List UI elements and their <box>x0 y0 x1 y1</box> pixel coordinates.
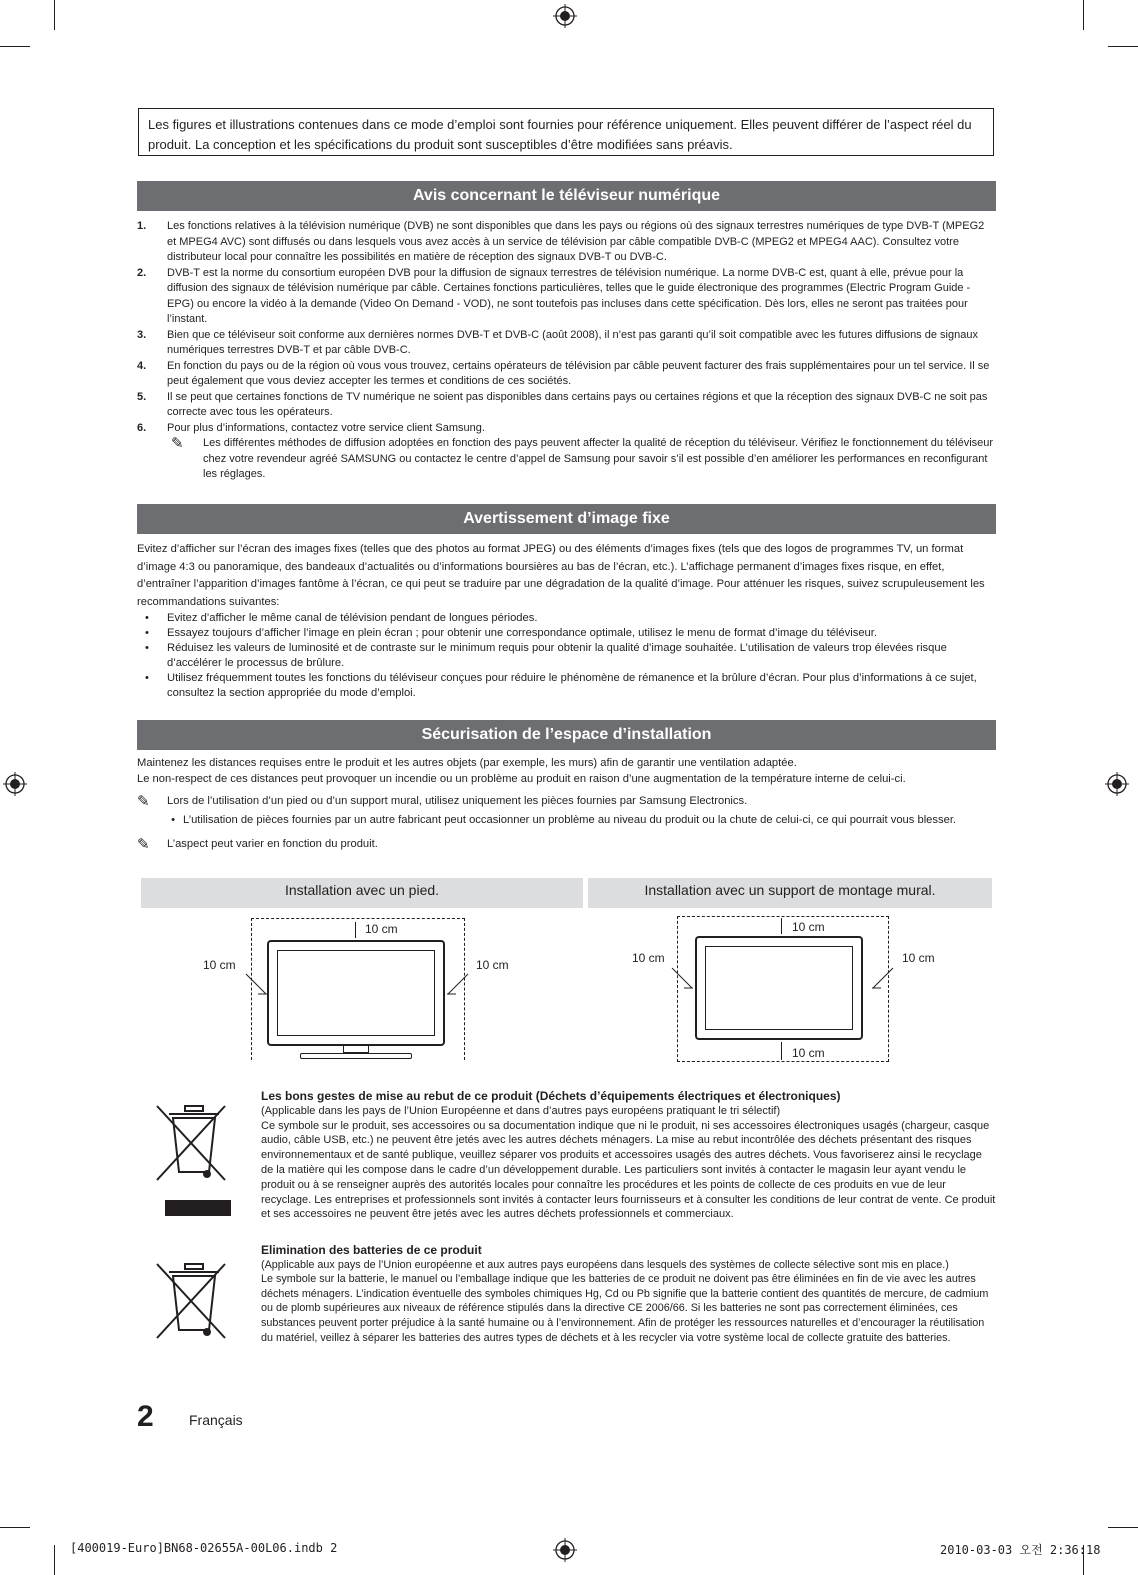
list-item: • Utilisez fréquemment toutes les fonctions du téléviseur conçues pour réduire le phénomène de rémanence et la brûlure d’écran. Pour plus d’informations à ce sujet, consultez la section appropriée du mode d’emploi. <box>145 672 977 700</box>
list-item: 6. Pour plus d’informations, contactez votre service client Samsung. <box>137 421 485 434</box>
section-title-digital-tv: Avis concernant le téléviseur numérique <box>137 181 996 211</box>
list-item: • Essayez toujours d’afficher l’image en plein écran ; pour obtenir une correspondance optimale, utilisez le menu de format d’image du téléviseur. <box>145 627 877 640</box>
dimension-arrow <box>440 972 470 998</box>
dimension-label-right: 10 cm <box>902 951 935 965</box>
installation-note-bullet: L’utilisation de pièces fournies par un autre fabricant peut occasionner un problème au niveau du produit ou la chute de celui-ci, ce qui pourrait vous blesser. <box>183 814 957 826</box>
disclaimer-box: Les figures et illustrations contenues dans ce mode d’emploi sont fournies pour référence uniquement. Elles peuvent différer de l’aspect réel du produit. La conception et les spécifications du produit sont susceptibles d’être modifiées sans préavis. <box>138 108 994 156</box>
stand-installation-title: Installation avec un pied. <box>141 878 583 908</box>
weee-title: Les bons gestes de mise au rebut de ce produit (Déchets d’équipements électriques et électroniques) <box>261 1089 841 1103</box>
battery-subtitle: (Applicable aux pays de l’Union européenne et aux autres pays européens dans lesquels des systèmes de collecte sélective sont mis en place.) <box>261 1258 949 1271</box>
still-image-section <box>137 541 995 701</box>
list-item: • Evitez d’afficher le même canal de télévision pendant de longues périodes. <box>145 612 538 625</box>
crop-mark <box>1108 1527 1138 1528</box>
page-language: Français <box>189 1412 243 1428</box>
dimension-label-bottom: 10 cm <box>792 1046 825 1060</box>
crossed-out-wheeled-bin-icon <box>155 1100 235 1218</box>
battery-title: Elimination des batteries de ce produit <box>261 1243 482 1257</box>
crop-mark <box>1083 0 1084 30</box>
dimension-arrow <box>670 966 700 992</box>
dimension-label-top: 10 cm <box>365 922 398 936</box>
installation-intro <box>137 756 995 787</box>
installation-note-1: Lors de l’utilisation d’un pied ou d’un support mural, utilisez uniquement les pièces fournies par Samsung Electronics. <box>167 795 748 807</box>
weee-body: Ce symbole sur le produit, ses accessoires ou sa documentation indique que ni le produit, ni ses accessoires électroniques usagés (chargeur, casque audio, câble USB, etc.) ne peuvent être jetés avec les autres déchets ménagers. La mise au rebut incontrôlée des déchets présentant des risques environnementaux et de santé publique, veuillez séparer vos produits et accessoires usagés des autres déchets. Vous favoriserez ainsi le recyclage de la matière qui les compose dans le cadre d’un développement durable. Les particuliers sont invités à contacter le magasin leur ayant vendu le produit ou à se renseigner auprès des autorités locales pour connaître les procédures et les points de collecte de ces produits en vue de leur recyclage. Les entreprises et professionnels sont invités à contacter leurs fournisseurs et à consulter les conditions de leur contrat de vente. Ce produit et ses accessoires ne peuvent être jetés avec les autres déchets professionnels et commerciaux. <box>261 1119 996 1221</box>
registration-mark-icon <box>3 772 27 796</box>
installation-notes: ✎ Lors de l’utilisation d’un pied ou d’un support mural, utilisez uniquement les pièces fournies par Samsung Electronics. • L’utilisation de pièces fournies par un autre fabricant peut occasionner un problème au niveau du produit ou la chute de celui-ci, ce qui pourrait vous blesser. ✎ L’aspect peut varier en fonction du produit. <box>137 793 957 853</box>
note: ✎ Les différentes méthodes de diffusion adoptées en fonction des pays peuvent affecter la qualité de réception du téléviseur. Vérifiez le fonctionnement du téléviseur chez votre revendeur agréé SAMSUNG ou contactez le centre d’appel de Samsung pour savoir s’il est possible d’en améliorer les performances en reconfigurant les réglages. <box>137 436 995 483</box>
crossed-out-wheeled-bin-icon <box>155 1260 235 1342</box>
list-item: 1. Les fonctions relatives à la télévision numérique (DVB) ne sont disponibles que dans les pays ou régions où des signaux terrestres numériques de type DVB-T (MPEG2 et MPEG4 AVC) sont diffusés ou dans lesquels vous avez accès à un service de télévision par câble compatible DVB-C (MPEG2 et MPEG4 AAC). Consultez votre distributeur local pour connaître les possibilités en matière de réception des signaux DVB-T ou DVB-C. <box>137 220 985 263</box>
footer-file-info: [400019-Euro]BN68-02655A-00L06.indb 2 <box>70 1541 338 1555</box>
crop-mark <box>54 0 55 30</box>
wall-installation-title: Installation avec un support de montage mural. <box>588 878 992 908</box>
dimension-label-left: 10 cm <box>203 958 236 972</box>
battery-body: Le symbole sur la batterie, le manuel ou l’emballage indique que les batteries de ce produit ne doivent pas être éliminées en fin de vie avec les autres déchets ménagers. L’indication éventuelle des symboles chimiques Hg, Cd ou Pb signifie que la batterie contient des quantités de mercure, de cadmium ou de plomb supérieures aux niveaux de référence stipulés dans la directive CE 2006/66. Si les batteries ne sont pas correctement éliminées, ces substances peuvent porter préjudice à la santé humaine ou à l’environnement. Afin de protéger les ressources naturelles et d’encourager la réutilisation du matériel, veillez à séparer les batteries des autres types de déchets et à les recycler via votre système local de collecte gratuite des batteries. <box>261 1273 989 1344</box>
crop-mark <box>1108 46 1138 47</box>
list-item: • Réduisez les valeurs de luminosité et de contraste sur le minimum requis pour obtenir la qualité d’image souhaitée. L’utilisation de valeurs trop élevées risque d’accélérer le processus de brûlure. <box>145 642 947 670</box>
dimension-label-left: 10 cm <box>632 951 665 965</box>
weee-disposal-section <box>261 1089 996 1222</box>
dimension-arrow <box>865 966 895 992</box>
dimension-arrow <box>355 922 356 938</box>
list-item: 4. En fonction du pays ou de la région où vous vous trouvez, certains opérateurs de télévision par câble peuvent facturer des frais supplémentaires pour un tel service. Il se peut également que vous deviez accepter les termes et conditions de ces sociétés. <box>137 359 990 387</box>
page-number: 2 <box>137 1400 154 1433</box>
section-title-installation-space: Sécurisation de l’espace d’installation <box>137 720 996 750</box>
dimension-arrow <box>781 918 782 934</box>
list-item: 3. Bien que ce téléviseur soit conforme aux dernières normes DVB-T et DVB-C (août 2008), il n’est pas garanti qu’il soit compatible avec les futures diffusions de signaux numériques terrestres DVB-T et par câble DVB-C. <box>137 328 978 356</box>
pencil-note-icon: ✎ <box>137 836 150 853</box>
installation-note-2: L’aspect peut varier en fonction du produit. <box>167 838 378 850</box>
dimension-label-right: 10 cm <box>476 958 509 972</box>
pencil-note-icon: ✎ <box>171 435 184 452</box>
digital-tv-list <box>137 219 995 483</box>
weee-subtitle: (Applicable dans les pays de l’Union Européenne et dans d’autres pays européens pratiquant le tri sélectif) <box>261 1104 781 1117</box>
tv-illustration <box>267 940 445 1046</box>
registration-mark-icon <box>1105 772 1129 796</box>
list-item: 2. DVB-T est la norme du consortium européen DVB pour la diffusion de signaux terrestres de télévision numérique. La norme DVB-C est, quant à elle, prévue pour la diffusion des signaux de télévision numérique par câble. Certaines fonctions particulières, telles que le guide électronique des programmes (Electric Program Guide - EPG) ou encore la vidéo à la demande (Video On Demand - VOD), ne sont toutefois pas incluses dans cette spécification. Dès lors, elles ne seront pas traitées pour l’instant. <box>137 266 971 325</box>
dimension-arrow <box>781 1042 782 1060</box>
dimension-label-top: 10 cm <box>792 920 825 934</box>
installation-line-2: Le non-respect de ces distances peut provoquer un incendie ou un problème au produit en raison d’une augmentation de la température interne de celui-ci. <box>137 772 906 785</box>
section-title-still-image: Avertissement d’image fixe <box>137 504 996 534</box>
dimension-arrow <box>244 972 274 998</box>
tv-illustration <box>695 936 863 1040</box>
registration-mark-icon <box>553 1538 577 1562</box>
crop-mark <box>54 1545 55 1575</box>
footer-timestamp: 2010-03-03 오전 2:36:18 <box>940 1543 1101 1557</box>
crop-mark <box>0 46 30 47</box>
battery-disposal-section <box>261 1243 996 1345</box>
registration-mark-icon <box>553 4 577 28</box>
installation-line-1: Maintenez les distances requises entre le produit et les autres objets (par exemple, les murs) afin de garantir une ventilation adaptée. <box>137 757 797 769</box>
tv-stand-base <box>300 1053 412 1059</box>
still-image-intro: Evitez d’afficher sur l’écran des images fixes (telles que des photos au format JPEG) ou des éléments d’images fixes (tels que des logos de programmes TV, un format d’image 4:3 ou panoramique, des bandeaux d’actualités ou d’informations boursières au bas de l’écran, etc.). L’affichage permanent d’images fixes risque, en effet, d’entraîner l’apparition d’images fantôme à l’écran, ce qui peut se traduire par une dégradation de la qualité d’image. Pour atténuer les risques, suivez scrupuleusement les recommandations suivantes: <box>137 543 985 608</box>
crop-mark <box>0 1527 30 1528</box>
pencil-note-icon: ✎ <box>137 793 150 810</box>
tv-stand-neck <box>343 1046 369 1053</box>
list-item: 5. Il se peut que certaines fonctions de TV numérique ne soient pas disponibles dans certains pays ou certaines régions et que la réception des signaux DVB-C ne soit pas correcte avec tous les opérateurs. <box>137 390 988 418</box>
